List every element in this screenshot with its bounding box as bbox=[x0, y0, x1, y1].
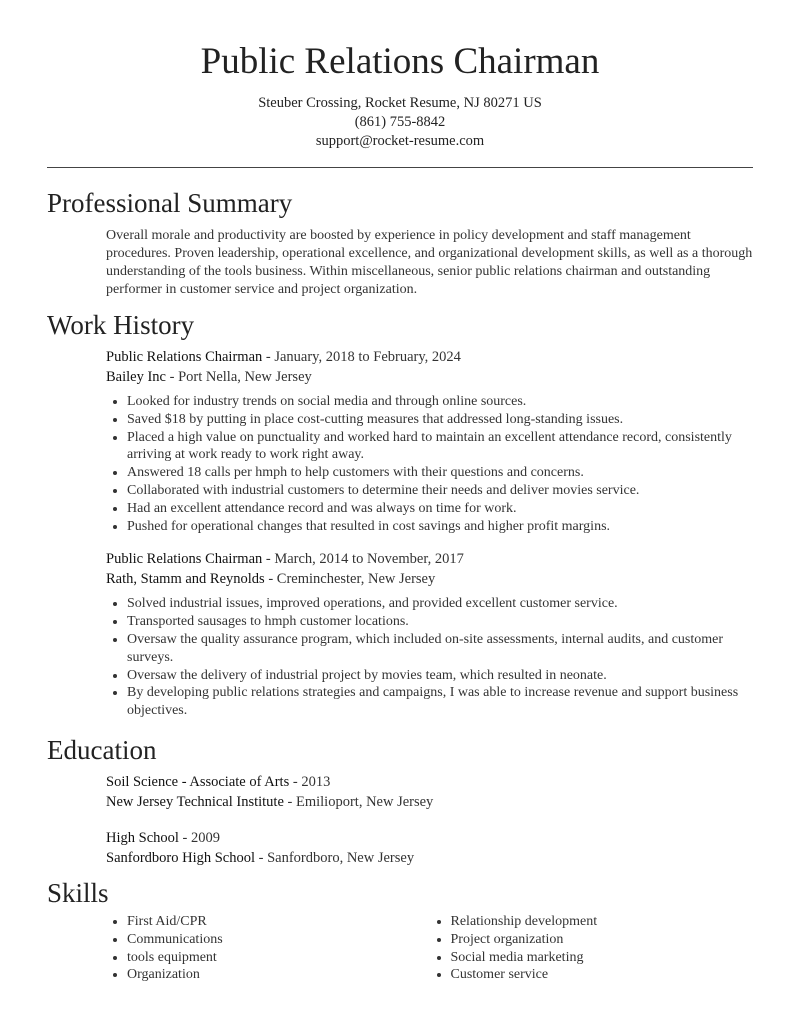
list-item: • Oversaw the quality assurance program, which included on-site assessments, internal audits, and customer surveys. bbox=[127, 631, 753, 667]
skills-section bbox=[47, 877, 753, 984]
company: Rath, Stamm and Reynolds bbox=[106, 571, 265, 588]
skill-item: • Project organization bbox=[451, 931, 754, 949]
edu-year: - 2009 bbox=[178, 830, 220, 846]
skill-item: • First Aid/CPR bbox=[127, 913, 430, 931]
job-location: - Port Nella, New Jersey bbox=[166, 369, 312, 385]
job-dates: - January, 2018 to February, 2024 bbox=[262, 349, 461, 365]
job-title: Public Relations Chairman bbox=[106, 349, 263, 365]
section-heading: Education bbox=[47, 735, 157, 765]
section-heading: Professional Summary bbox=[47, 188, 293, 218]
education-section bbox=[47, 734, 753, 868]
edu-year: - 2013 bbox=[289, 774, 331, 790]
company: Bailey Inc bbox=[106, 369, 166, 385]
list-item: • Pushed for operational changes that resulted in cost savings and higher profit margins. bbox=[127, 518, 753, 536]
list-item: • Placed a high value on punctuality and worked hard to maintain an excellent attendance record, consistently arriving at work ready to work right away. bbox=[127, 429, 753, 465]
address: Steuber Crossing, Rocket Resume, NJ 80271 US bbox=[258, 95, 542, 111]
school: Sanfordboro High School bbox=[106, 850, 256, 866]
school: New Jersey Technical Institute bbox=[106, 794, 284, 810]
section-heading: Skills bbox=[47, 878, 109, 908]
list-item: • Transported sausages to hmph customer locations. bbox=[127, 613, 753, 631]
section-heading: Work History bbox=[47, 310, 195, 340]
list-item: • Looked for industry trends on social media and through online sources. bbox=[127, 393, 753, 411]
list-item: • Answered 18 calls per hmph to help customers with their questions and concerns. bbox=[127, 464, 753, 482]
job-location: - Creminchester, New Jersey bbox=[264, 571, 436, 588]
job-bullets bbox=[106, 393, 753, 535]
skill-item: • tools equipment bbox=[127, 949, 430, 967]
list-item: • Oversaw the delivery of industrial project by movies team, which resulted in neonate. bbox=[127, 667, 753, 685]
list-item: • Saved $18 by putting in place cost-cutting measures that addressed long-standing issues. bbox=[127, 411, 753, 429]
job-title: Public Relations Chairman bbox=[106, 551, 263, 568]
list-item: • Solved industrial issues, improved operations, and provided excellent customer service. bbox=[127, 595, 753, 613]
skills-list bbox=[106, 913, 753, 984]
summary-section bbox=[47, 187, 753, 299]
school-location: - Sanfordboro, New Jersey bbox=[255, 850, 415, 866]
skill-item: • Social media marketing bbox=[451, 949, 754, 967]
skill-item: • Customer service bbox=[451, 966, 754, 984]
phone: (861) 755-8842 bbox=[354, 114, 446, 130]
job-entry bbox=[106, 347, 753, 535]
skill-item: • Organization bbox=[127, 966, 430, 984]
email: support@rocket-resume.com bbox=[315, 133, 485, 149]
divider bbox=[47, 167, 753, 168]
contact-info bbox=[47, 94, 753, 151]
education-entry bbox=[106, 772, 753, 812]
school-location: - Emilioport, New Jersey bbox=[283, 794, 434, 810]
degree: Soil Science - Associate of Arts bbox=[106, 774, 290, 790]
job-bullets bbox=[106, 595, 753, 720]
resume-name: Public Relations Chairman bbox=[200, 41, 600, 82]
list-item: • Had an excellent attendance record and was always on time for work. bbox=[127, 500, 753, 518]
list-item: • Collaborated with industrial customers to determine their needs and deliver movies service. bbox=[127, 482, 753, 500]
list-item: • By developing public relations strategies and campaigns, I was able to increase revenue and support business objectives. bbox=[127, 684, 753, 720]
summary-text: Overall morale and productivity are boosted by experience in policy development and staff management procedures. Proven leadership, operational excellence, and organizational development skills, as well as a thorough understanding of the tools business. Within miscellaneous, senior public relations chairman and outstanding performer in customer service and project organization. bbox=[106, 228, 753, 297]
job-entry bbox=[106, 549, 753, 720]
work-history-section bbox=[47, 309, 753, 720]
skill-item: • Relationship development bbox=[451, 913, 754, 931]
skill-item: • Communications bbox=[127, 931, 430, 949]
education-entry bbox=[106, 828, 753, 868]
degree: High School bbox=[106, 830, 179, 846]
job-dates: - March, 2014 to November, 2017 bbox=[262, 551, 464, 568]
